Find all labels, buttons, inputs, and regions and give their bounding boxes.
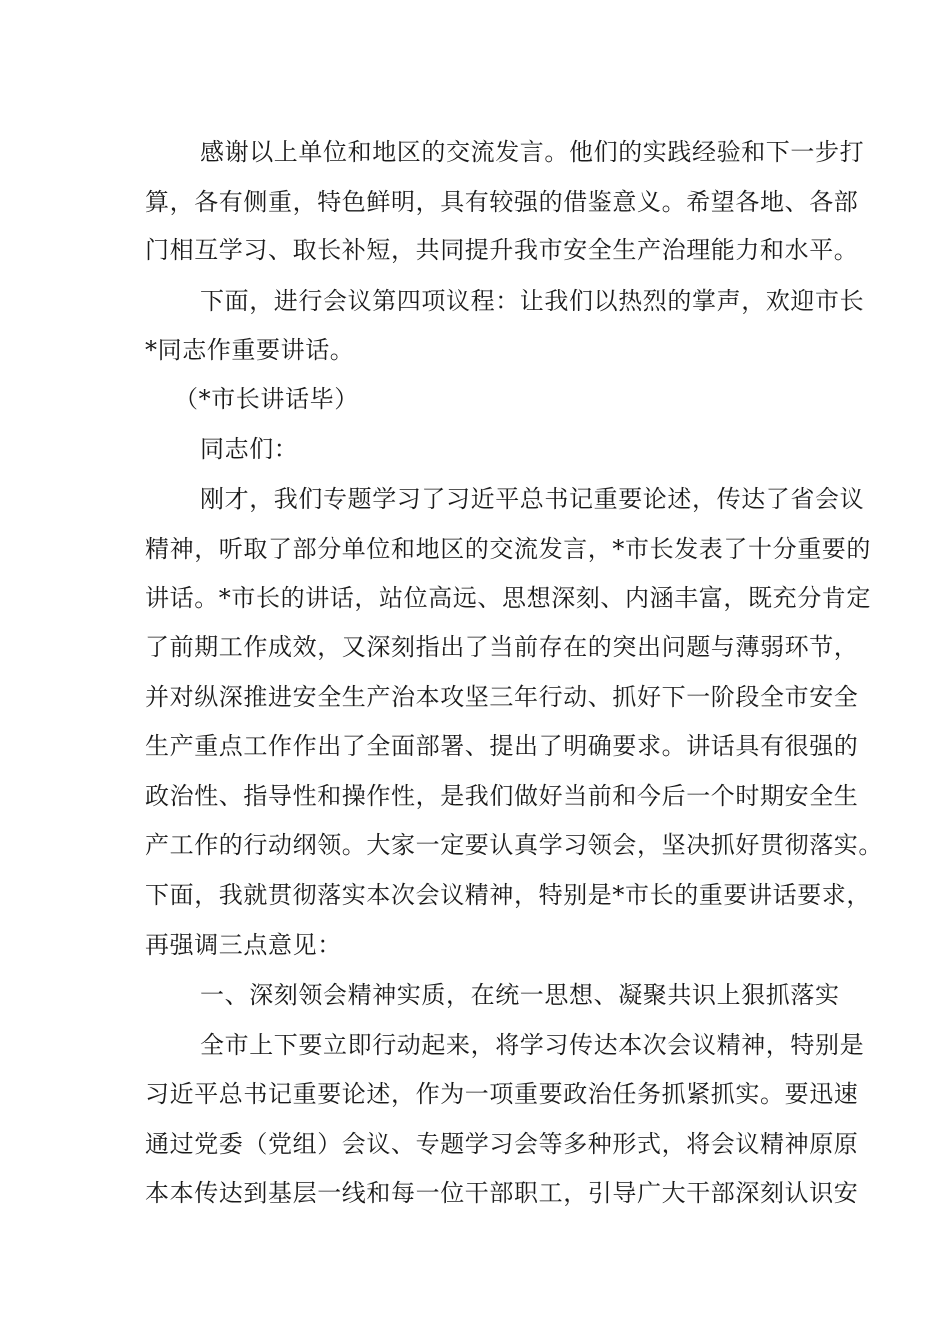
text-line: 政治性、指导性和操作性，是我们做好当前和今后一个时期安全生	[145, 782, 859, 810]
text-line: 全市上下要立即行动起来，将学习传达本次会议精神，特别是	[200, 1031, 865, 1059]
text-line: 门相互学习、取长补短，共同提升我市安全生产治理能力和水平。	[145, 236, 859, 264]
text-line: 产工作的行动纲领。大家一定要认真学习领会，坚决抓好贯彻落实。	[145, 831, 883, 859]
section-heading: 一、深刻领会精神实质，在统一思想、凝聚共识上狠抓落实	[200, 981, 840, 1009]
text-line: 同志们：	[200, 435, 299, 463]
text-line: 本本传达到基层一线和每一位干部职工，引导广大干部深刻认识安	[145, 1179, 859, 1207]
text-line: 讲话。*市长的讲话，站位高远、思想深刻、内涵丰富，既充分肯定	[145, 584, 871, 612]
text-line: 再强调三点意见：	[145, 931, 342, 959]
text-line: 了前期工作成效，又深刻指出了当前存在的突出问题与薄弱环节，	[145, 633, 859, 661]
text-line: 算，各有侧重，特色鲜明，具有较强的借鉴意义。希望各地、各部	[145, 188, 859, 216]
text-line: 通过党委（党组）会议、专题学习会等多种形式，将会议精神原原	[145, 1130, 859, 1158]
text-line: 习近平总书记重要论述，作为一项重要政治任务抓紧抓实。要迅速	[145, 1080, 859, 1108]
text-line: （*市长讲话毕）	[174, 385, 359, 413]
text-line: 刚才，我们专题学习了习近平总书记重要论述，传达了省会议	[200, 485, 865, 513]
text-line: 下面，进行会议第四项议程：让我们以热烈的掌声，欢迎市长	[200, 287, 865, 315]
text-line: 精神，听取了部分单位和地区的交流发言，*市长发表了十分重要的	[145, 535, 871, 563]
text-line: 感谢以上单位和地区的交流发言。他们的实践经验和下一步打	[200, 138, 865, 166]
text-line: *同志作重要讲话。	[145, 336, 355, 364]
text-line: 下面，我就贯彻落实本次会议精神，特别是*市长的重要讲话要求，	[145, 881, 871, 909]
text-line: 并对纵深推进安全生产治本攻坚三年行动、抓好下一阶段全市安全	[145, 683, 859, 711]
text-line: 生产重点工作作出了全面部署、提出了明确要求。讲话具有很强的	[145, 732, 859, 760]
